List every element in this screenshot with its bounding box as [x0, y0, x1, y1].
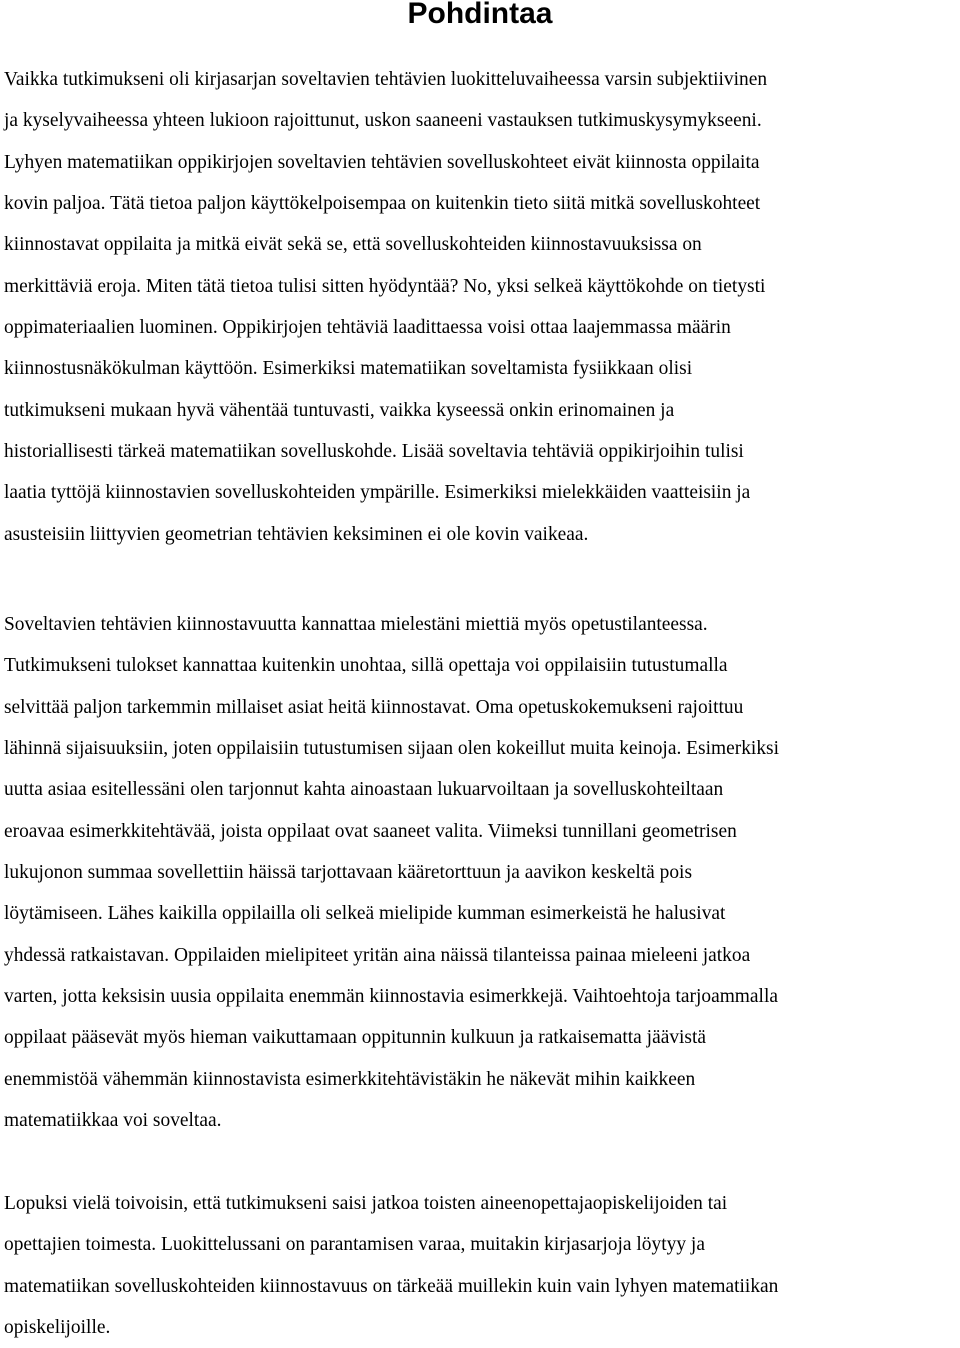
text-line: Lopuksi vielä toivoisin, että tutkimukseni saisi jatkoa toisten aineenopettajaopiskelijoiden tai [4, 1193, 728, 1214]
text-line: kiinnostavat oppilaita ja mitkä eivät sekä se, että sovelluskohteiden kiinnostavuuksissa on [4, 234, 702, 256]
text-line: Lyhyen matematiikan oppikirjojen soveltavien tehtävien sovelluskohteet eivät kiinnosta oppilaita [4, 151, 760, 173]
text-line: oppimateriaalien luominen. Oppikirjojen tehtäviä laadittaessa voisi ottaa laajemmassa määrin [4, 317, 731, 339]
text-line: uutta asiaa esitellessäni olen tarjonnut kahta ainoastaan lukuarvoiltaan ja sovelluskohteiltaan [4, 779, 724, 801]
text-line: matematiikan sovelluskohteiden kiinnostavuus on tärkeää muillekin kuin vain lyhyen matematiikan [4, 1275, 779, 1297]
text-line: löytämiseen. Lähes kaikilla oppilailla oli selkeä mielipide kumman esimerkeistä he halusivat [4, 903, 726, 925]
text-line: Tutkimukseni tulokset kannattaa kuitenkin unohtaa, sillä opettaja voi oppilaisiin tutustumalla [4, 655, 728, 677]
page-title: Pohdintaa [407, 0, 553, 30]
text-line: varten, jotta keksisin uusia oppilaita enemmän kiinnostavia esimerkkejä. Vaihtoehtoja tarjoammalla [4, 986, 778, 1008]
text-line: kiinnostusnäkökulman käyttöön. Esimerkiksi matematiikan soveltamista fysiikkaan olisi [4, 358, 693, 380]
text-line: laatia tyttöjä kiinnostavien sovelluskohteiden ympärille. Esimerkiksi mielekkäiden vaatteisiin ja [4, 482, 751, 504]
text-line: enemmistöä vähemmän kiinnostavista esimerkkitehtävistäkin he näkevät mihin kaikkeen [4, 1068, 696, 1090]
text-line: Vaikka tutkimukseni oli kirjasarjan soveltavien tehtävien luokitteluvaiheessa varsin subjektiivinen [4, 69, 768, 90]
text-line: ja kyselyvaiheessa yhteen lukioon rajoittunut, uskon saaneeni vastauksen tutkimuskysymykseeni. [4, 110, 762, 132]
text-line: opettajien toimesta. Luokittelussani on parantamisen varaa, muitakin kirjasarjoja löytyy ja [4, 1234, 705, 1256]
text-line: selvittää paljon tarkemmin millaiset asiat heitä kiinnostavat. Oma opetuskokemukseni rajoittuu [4, 696, 744, 718]
text-line: Soveltavien tehtävien kiinnostavuutta kannattaa mielestäni miettiä myös opetustilanteessa. [4, 614, 708, 635]
paragraph-2 [4, 604, 960, 1141]
text-line: lukujonon summaa sovellettiin häissä tarjottavaan kääretorttuun ja aavikon keskeltä pois [4, 862, 693, 884]
text-line: tutkimukseni mukaan hyvä vähentää tuntuvasti, vaikka kyseessä onkin erinomainen ja [4, 399, 675, 421]
text-line: matematiikkaa voi soveltaa. [4, 1110, 222, 1132]
text-line: opiskelijoille. [4, 1317, 111, 1339]
text-line: kovin paljoa. Tätä tietoa paljon käyttökelpoisempaa on kuitenkin tieto siitä mitkä sovelluskohteet [4, 193, 761, 215]
text-line: merkittäviä eroja. Miten tätä tietoa tulisi sitten hyödyntää? No, yksi selkeä käyttökohde on tietysti [4, 275, 766, 297]
paragraph-1 [4, 59, 960, 555]
text-line: yhdessä ratkaistavan. Oppilaiden mielipiteet yritän aina näissä tilanteissa painaa mieleeni jatkoa [4, 944, 751, 966]
text-line: lähinnä sijaisuuksiin, joten oppilaisiin tutustumisen sijaan olen kokeillut muita keinoja. Esimerkiksi [4, 738, 779, 760]
paragraph-3 [4, 1183, 960, 1348]
text-line: asusteisiin liittyvien geometrian tehtävien keksiminen ei ole kovin vaikeaa. [4, 523, 589, 545]
text-line: oppilaat pääsevät myös hieman vaikuttamaan oppitunnin kulkuun ja ratkaisematta jäävistä [4, 1027, 707, 1049]
text-line: historiallisesti tärkeä matematiikan sovelluskohde. Lisää soveltavia tehtäviä oppikirjoihin tulisi [4, 441, 744, 463]
text-line: eroavaa esimerkkitehtävää, joista oppilaat ovat saaneet valita. Viimeksi tunnillani geometrisen [4, 820, 737, 842]
